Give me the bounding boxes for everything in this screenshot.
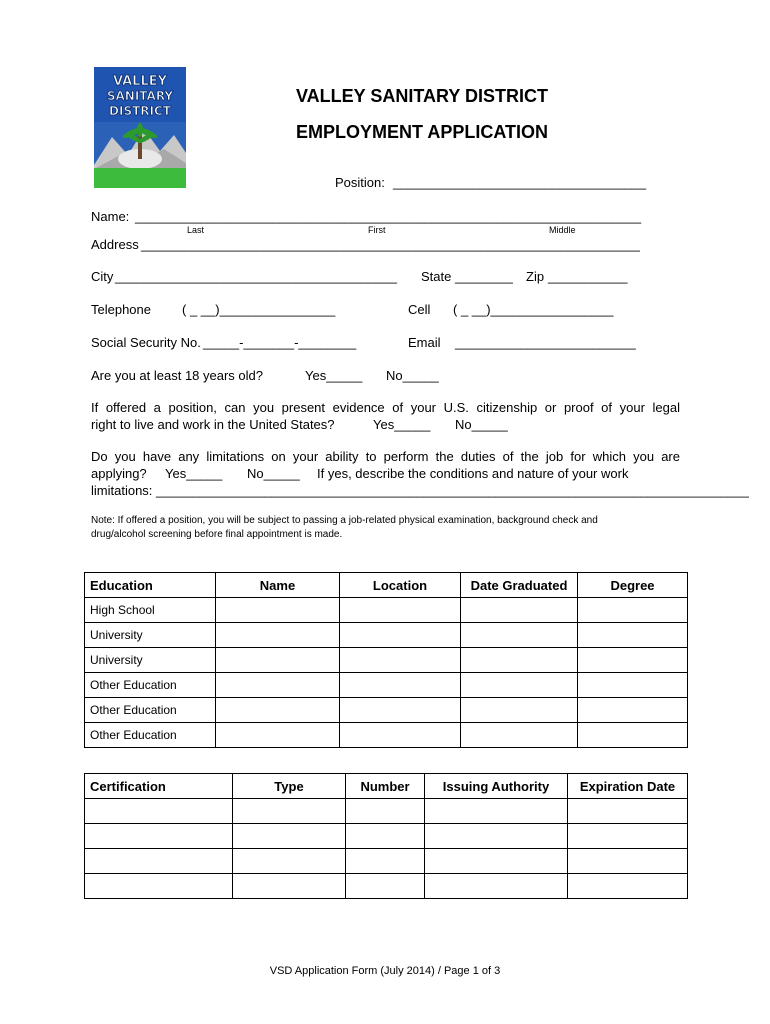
education-name-cell[interactable]	[216, 723, 340, 748]
name-middle-caption: Middle	[549, 225, 576, 235]
email-field[interactable]: _________________________	[455, 335, 636, 350]
logo-text-line3: DISTRICT	[109, 104, 171, 118]
education-location-cell[interactable]	[340, 673, 461, 698]
certification-header-type: Type	[233, 774, 346, 799]
certification-type-cell[interactable]	[233, 849, 346, 874]
education-date-cell[interactable]	[461, 723, 578, 748]
certification-number-cell[interactable]	[346, 849, 425, 874]
education-row	[85, 723, 688, 748]
name-field[interactable]: ______________________________________________________________________	[135, 209, 642, 224]
education-row	[85, 648, 688, 673]
education-name-cell[interactable]	[216, 623, 340, 648]
certification-cell[interactable]	[85, 874, 233, 899]
cell-field[interactable]: ( _ __)_________________	[453, 302, 614, 317]
zip-label: Zip	[526, 269, 545, 284]
position-label: Position:	[335, 175, 385, 190]
education-row-label: University	[85, 648, 216, 673]
certification-expiration-cell[interactable]	[568, 824, 688, 849]
telephone-field[interactable]: ( _ __)________________	[182, 302, 336, 317]
education-date-cell[interactable]	[461, 648, 578, 673]
certification-header-certification: Certification	[85, 774, 233, 799]
limitations-yes-field[interactable]: Yes_____	[165, 466, 223, 481]
education-location-cell[interactable]	[340, 598, 461, 623]
education-name-cell[interactable]	[216, 648, 340, 673]
age-question: Are you at least 18 years old?	[91, 368, 263, 383]
education-name-cell[interactable]	[216, 698, 340, 723]
note-line2: drug/alcohol screening before final appointment is made.	[91, 529, 343, 540]
education-header-education: Education	[85, 573, 216, 598]
certification-type-cell[interactable]	[233, 874, 346, 899]
education-degree-cell[interactable]	[578, 698, 688, 723]
education-date-cell[interactable]	[461, 673, 578, 698]
state-label: State	[421, 269, 452, 284]
name-last-caption: Last	[187, 225, 205, 235]
limitations-question-applying: applying?	[91, 466, 147, 481]
education-row-label: Other Education	[85, 673, 216, 698]
education-degree-cell[interactable]	[578, 723, 688, 748]
zip-field[interactable]: ___________	[548, 269, 628, 284]
citizenship-no-field[interactable]: No_____	[455, 417, 508, 432]
page-title: VALLEY SANITARY DISTRICT	[296, 86, 549, 106]
certification-row	[85, 849, 688, 874]
limitations-no-field[interactable]: No_____	[247, 466, 300, 481]
certification-cell[interactable]	[85, 799, 233, 824]
certification-expiration-cell[interactable]	[568, 799, 688, 824]
education-row	[85, 598, 688, 623]
citizenship-question-line2: right to live and work in the United States?	[91, 417, 335, 432]
telephone-label: Telephone	[91, 302, 151, 317]
certification-cell[interactable]	[85, 849, 233, 874]
education-row	[85, 673, 688, 698]
certification-row	[85, 874, 688, 899]
certification-number-cell[interactable]	[346, 874, 425, 899]
city-label: City	[91, 269, 114, 284]
position-field[interactable]: ___________________________________	[393, 175, 647, 190]
address-field[interactable]: _____________________________________________________________________	[141, 237, 640, 252]
education-location-cell[interactable]	[340, 698, 461, 723]
name-first-caption: First	[368, 225, 386, 235]
education-date-cell[interactable]	[461, 698, 578, 723]
education-name-cell[interactable]	[216, 598, 340, 623]
education-table	[84, 572, 688, 748]
logo-text-line1: VALLEY	[112, 74, 168, 89]
education-row-label: Other Education	[85, 698, 216, 723]
education-row-label: Other Education	[85, 723, 216, 748]
certification-authority-cell[interactable]	[425, 824, 568, 849]
certification-row	[85, 799, 688, 824]
certification-table	[84, 773, 688, 899]
education-degree-cell[interactable]	[578, 623, 688, 648]
logo-text-line2: SANITARY	[106, 89, 174, 103]
email-label: Email	[408, 335, 441, 350]
limitations-field[interactable]: __________________________________________________________________________________	[156, 483, 749, 498]
education-degree-cell[interactable]	[578, 598, 688, 623]
note-line1: Note: If offered a position, you will be subject to passing a job-related physical examination, background check and	[91, 515, 598, 526]
age-no-field[interactable]: No_____	[386, 368, 439, 383]
education-header-name: Name	[216, 573, 340, 598]
education-location-cell[interactable]	[340, 623, 461, 648]
education-row	[85, 698, 688, 723]
certification-authority-cell[interactable]	[425, 874, 568, 899]
education-location-cell[interactable]	[340, 648, 461, 673]
certification-cell[interactable]	[85, 824, 233, 849]
certification-header-expiration-date: Expiration Date	[568, 774, 688, 799]
page-footer: VSD Application Form (July 2014) / Page 1 of 3	[269, 965, 501, 977]
certification-header-number: Number	[346, 774, 425, 799]
address-label: Address	[91, 237, 139, 252]
city-field[interactable]: _______________________________________	[115, 269, 397, 284]
citizenship-question-line1: If offered a position, can you present evidence of your U.S. citizenship or proof of your legal	[91, 400, 680, 415]
ssn-label: Social Security No.	[91, 335, 201, 350]
citizenship-yes-field[interactable]: Yes_____	[373, 417, 431, 432]
education-row	[85, 623, 688, 648]
certification-number-cell[interactable]	[346, 824, 425, 849]
education-date-cell[interactable]	[461, 598, 578, 623]
certification-row	[85, 824, 688, 849]
limitations-label: limitations:	[91, 483, 153, 498]
education-location-cell[interactable]	[340, 723, 461, 748]
certification-expiration-cell[interactable]	[568, 874, 688, 899]
certification-number-cell[interactable]	[346, 799, 425, 824]
certification-expiration-cell[interactable]	[568, 849, 688, 874]
certification-type-cell[interactable]	[233, 799, 346, 824]
limitations-describe-text: If yes, describe the conditions and nature of your work	[317, 466, 629, 481]
age-yes-field[interactable]: Yes_____	[305, 368, 363, 383]
certification-header-issuing-authority: Issuing Authority	[425, 774, 568, 799]
state-field[interactable]: ________	[455, 269, 513, 284]
limitations-question-line1: Do you have any limitations on your ability to perform the duties of the job for which you are	[91, 449, 680, 464]
education-degree-cell[interactable]	[578, 648, 688, 673]
certification-authority-cell[interactable]	[425, 799, 568, 824]
logo-graphic	[94, 67, 186, 188]
certification-type-cell[interactable]	[233, 824, 346, 849]
ssn-field[interactable]: _____-_______-________	[203, 335, 357, 350]
certification-authority-cell[interactable]	[425, 849, 568, 874]
education-header-row	[85, 573, 688, 598]
certification-header-row	[85, 774, 688, 799]
cell-label: Cell	[408, 302, 431, 317]
education-name-cell[interactable]	[216, 673, 340, 698]
education-degree-cell[interactable]	[578, 673, 688, 698]
page-subtitle: EMPLOYMENT APPLICATION	[296, 122, 548, 142]
education-row-label: High School	[85, 598, 216, 623]
education-header-date-graduated: Date Graduated	[461, 573, 578, 598]
education-header-degree: Degree	[578, 573, 688, 598]
education-header-location: Location	[340, 573, 461, 598]
education-date-cell[interactable]	[461, 623, 578, 648]
district-logo	[94, 67, 186, 188]
name-label: Name:	[91, 209, 130, 224]
education-row-label: University	[85, 623, 216, 648]
